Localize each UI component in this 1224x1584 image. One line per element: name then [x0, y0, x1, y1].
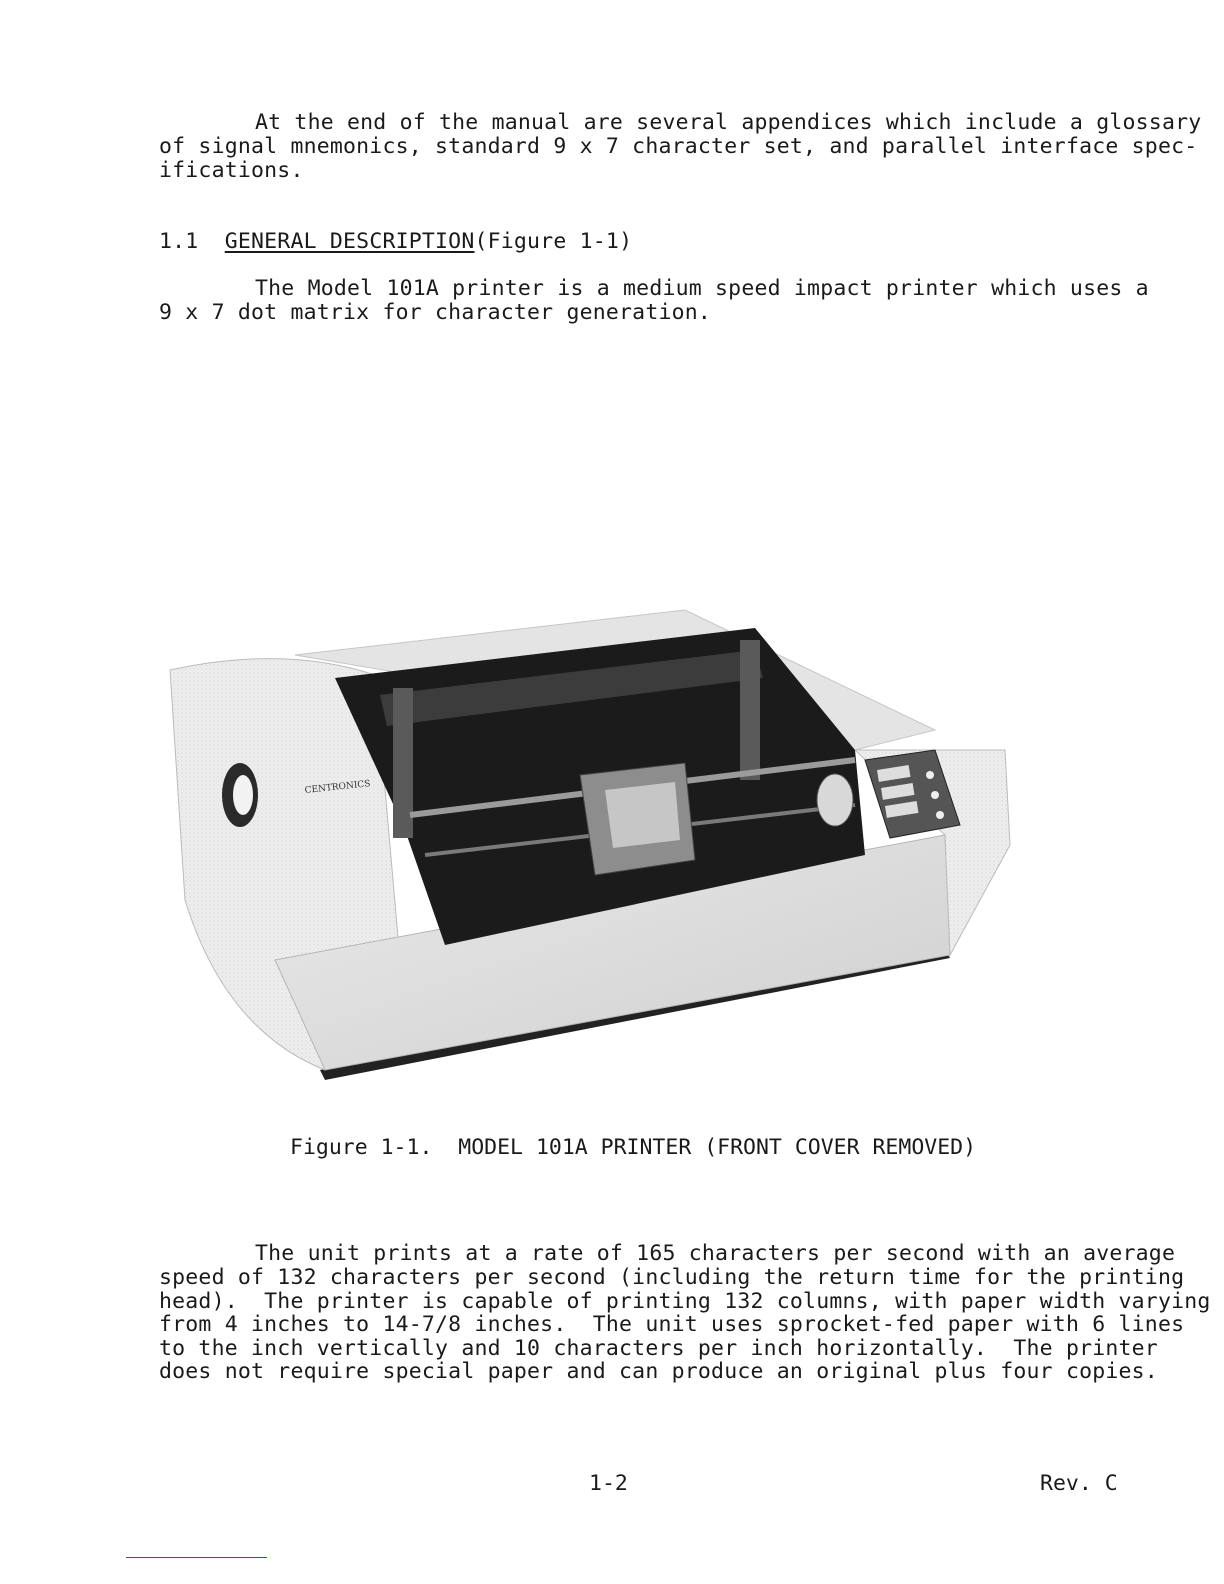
bottom-rule [126, 1557, 267, 1558]
specs-line-2: speed of 132 characters per second (including the return time for the printing [159, 1265, 1185, 1290]
print-head [605, 782, 680, 848]
side-knob-face [233, 775, 253, 815]
description-line-2: 9 x 7 dot matrix for character generation. [159, 300, 712, 325]
feed-knob [817, 774, 853, 826]
indicator-light-3 [936, 811, 944, 819]
brand-label: CENTRONICS [304, 779, 371, 796]
section-number: 1.1 [159, 229, 199, 254]
specs-line-3: head). The printer is capable of printing 132 columns, with paper width varying [159, 1289, 1211, 1314]
intro-line-1: At the end of the manual are several appendices which include a glossary [255, 110, 1202, 135]
right-tractor [740, 640, 760, 780]
section-heading [159, 230, 632, 254]
section-figure-ref: (Figure 1-1) [474, 229, 633, 254]
specs-line-4: from 4 inches to 14-7/8 inches. The unit uses sprocket-fed paper with 6 lines [159, 1312, 1185, 1337]
specs-line-6: does not require special paper and can produce an original plus four copies. [159, 1359, 1158, 1384]
printer-figure [165, 600, 1015, 1085]
indicator-light-2 [931, 791, 939, 799]
description-line-1: The Model 101A printer is a medium speed impact printer which uses a [255, 276, 1149, 301]
indicator-light-1 [926, 771, 934, 779]
intro-line-3: ifications. [159, 158, 304, 183]
printer-illustration [165, 600, 1015, 1085]
page-number: 1-2 [589, 1471, 628, 1496]
revision-label: Rev. C [1040, 1471, 1118, 1496]
intro-line-2: of signal mnemonics, standard 9 x 7 character set, and parallel interface spec- [159, 134, 1198, 159]
specs-line-1: The unit prints at a rate of 165 characters per second with an average [255, 1241, 1176, 1266]
section-title: GENERAL DESCRIPTION [224, 229, 475, 254]
figure-caption: Figure 1-1. MODEL 101A PRINTER (FRONT COVER REMOVED) [290, 1135, 977, 1160]
left-tractor [393, 688, 413, 838]
specs-line-5: to the inch vertically and 10 characters per inch horizontally. The printer [159, 1336, 1158, 1361]
